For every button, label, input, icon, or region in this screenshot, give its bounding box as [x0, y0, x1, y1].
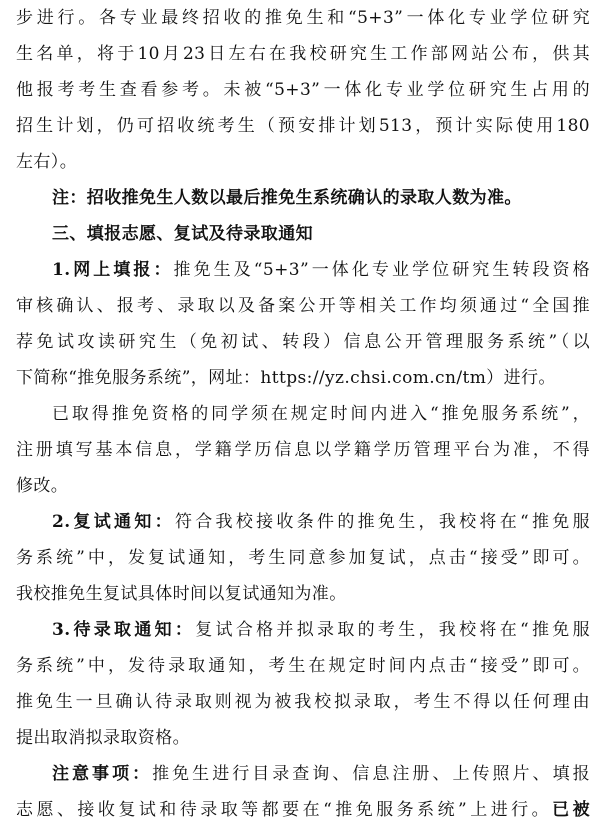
paragraph-lead: 2.复试通知：: [52, 512, 175, 532]
text-line: [16, 504, 590, 540]
text-line: 务系统”中，发复试通知，考生同意参加复试，点击“接受”即可。: [16, 548, 590, 568]
paragraph-lead: 注意事项：: [52, 764, 153, 784]
document-page: [16, 0, 590, 828]
text-line: 步进行。各专业最终招收的推免生和“5+3”一体化专业学位研究: [16, 8, 590, 28]
text-fragment: 志愿、接收复试和待录取等都要在“推免服务系统”上进行。: [16, 800, 553, 820]
text-line: 他报考考生查看参考。未被“5+3”一体化专业学位研究生占用的: [16, 80, 590, 100]
text-line: 注册填写基本信息，学籍学历信息以学籍学历管理平台为准，不得: [16, 440, 590, 460]
text-line: 务系统”中，发待录取通知，考生在规定时间内点击“接受”即可。: [16, 656, 590, 676]
paragraph-lead: 3.待录取通知：: [52, 620, 196, 640]
paragraph-publication: [16, 0, 590, 180]
text-fragment: 复试合格并拟录取的考生，我校将在“推免服: [195, 620, 590, 640]
text-fragment: 推免生及“5+3”一体化专业学位研究生转段资格: [173, 260, 590, 280]
text-line: 生名单，将于10月23日左右在我校研究生工作部网站公布，供其: [16, 44, 590, 64]
text-line: 审核确认、报考、录取以及备案公开等相关工作均须通过“全国推: [16, 296, 590, 316]
text-fragment: 推免生进行目录查询、信息注册、上传照片、填报: [152, 764, 590, 784]
text-line: 提出取消拟录取资格。: [16, 728, 190, 748]
text-line: [16, 792, 590, 828]
paragraph-online-registration: [16, 252, 590, 396]
text-fragment: 符合我校接收条件的推免生，我校将在“推免服: [174, 512, 590, 532]
note-text: 注：招收推免生人数以最后推免生系统确认的录取人数为准。: [52, 188, 522, 208]
section-heading: [16, 216, 590, 252]
paragraph-retest-notice: [16, 504, 590, 612]
paragraph-pending-admission: [16, 612, 590, 756]
text-line: 已取得推免资格的同学须在规定时间内进入“推免服务系统”，: [52, 404, 590, 424]
text-line: 推免生一旦确认待录取则视为被我校拟录取，考生不得以任何理由: [16, 692, 590, 712]
text-line: 左右）。: [16, 152, 78, 172]
text-line: 下简称“推免服务系统”，网址：https://yz.chsi.com.cn/tm）进行。: [16, 368, 556, 388]
section-heading-text: 三、填报志愿、复试及待录取通知: [52, 224, 313, 244]
paragraph-lead: 1.网上填报：: [52, 260, 174, 280]
text-line: 荐免试攻读研究生（免初试、转段）信息公开管理服务系统”（以: [16, 332, 590, 352]
text-line: [16, 252, 590, 288]
text-line: [16, 756, 590, 792]
text-line: 修改。: [16, 476, 69, 496]
paragraph-precautions: [16, 756, 590, 828]
text-line: 招生计划，仍可招收统考生（预安排计划513，预计实际使用180: [16, 116, 590, 136]
bold-tail: 已被: [552, 800, 590, 820]
note-admission-count: [16, 180, 590, 216]
paragraph-register-info: [16, 396, 590, 504]
text-line: 我校推免生复试具体时间以复试通知为准。: [16, 584, 347, 604]
text-line: [16, 612, 590, 648]
